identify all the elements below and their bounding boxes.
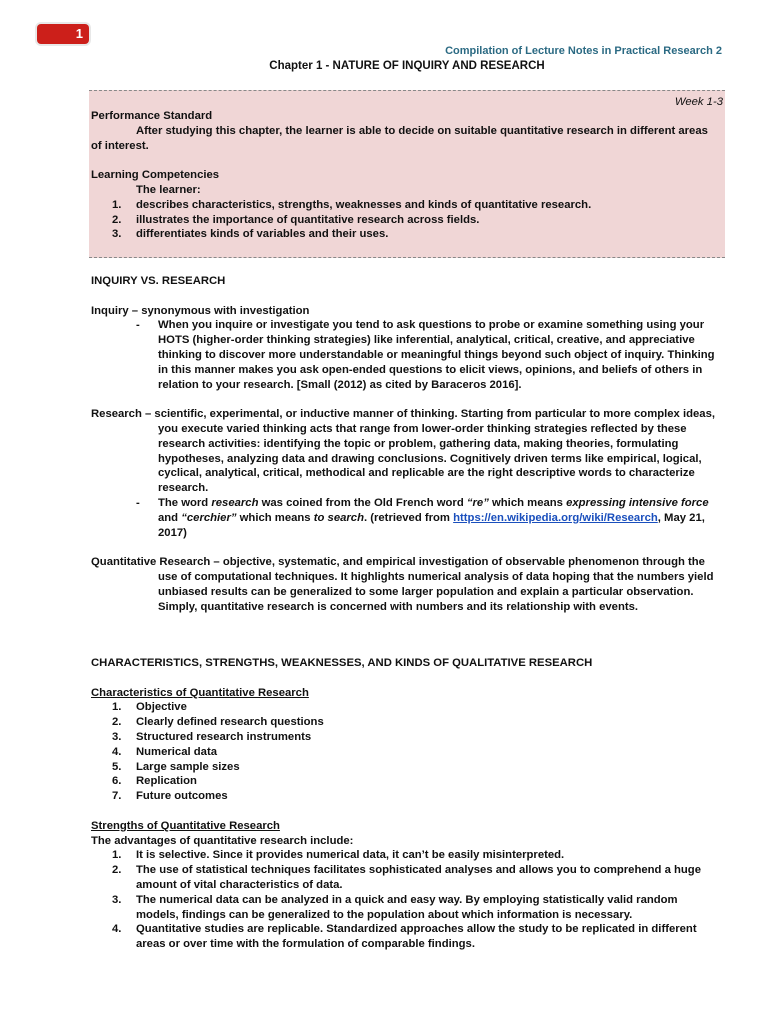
list-item: 5. Large sample sizes (112, 760, 240, 773)
wikipedia-research-link[interactable]: https://en.wikipedia.org/wiki/Research (453, 511, 658, 524)
research-definition: Research – scientific, experimental, or inductive manner of thinking. Starting from particular to more complex ideas, you execute varied thinking acts that range from lower-order thinking strategies reflected by these research activities: identifying the topic or problem, gathering data, making theories, formulating hypotheses, analyzing data and drawing conclusions. Cognitively driven terms like empirical, logical, cyclical, analytical, critical, methodical and replicable are the right descriptive words to characterize research. (91, 408, 716, 495)
performance-standard-text: After studying this chapter, the learner is able to decide on suitable quantitative research in different areas of interest. (91, 124, 708, 152)
list-item: 1. describes characteristics, strengths, weaknesses and kinds of quantitative research. (112, 198, 592, 211)
week-label: Week 1-3 (674, 96, 723, 108)
list-item: 3. The numerical data can be analyzed in a quick and easy way. By employing statistically valid random models, findings can be generalized to the population about which information is necessary. (112, 893, 678, 921)
strengths-intro: The advantages of quantitative research include: (91, 834, 354, 847)
performance-standard-box (89, 90, 725, 258)
strengths-list (91, 848, 721, 952)
list-item: 4. Quantitative studies are replicable. Standardized approaches allow the study to be replicated in different areas or over time with the formulation of comparable findings. (112, 923, 697, 951)
list-item: 3. differentiates kinds of variables and their uses. (112, 228, 389, 241)
list-item: 2. The use of statistical techniques facilitates sophisticated analyses and allows you to comprehend a huge amount of vital characteristics of data. (112, 864, 701, 891)
characteristics-subheading: Characteristics of Quantitative Research (91, 686, 309, 699)
learner-intro: The learner: (136, 183, 201, 196)
competencies-list (91, 198, 719, 242)
quantitative-research-definition: Quantitative Research – objective, systematic, and empirical investigation of observable phenomenon through the use of computational techniques. It highlights numerical analysis of data hoping that the numbers yield unbiased results can be generalized to some larger population and explain a particular observation. Simply, quantitative research is concerned with numbers and its relationship with events. (91, 556, 714, 613)
inquiry-definition: Inquiry – synonymous with investigation (91, 304, 310, 317)
list-item: 3. Structured research instruments (112, 730, 312, 743)
page-number-badge: 1 (37, 24, 89, 44)
list-item: 7. Future outcomes (112, 790, 228, 803)
inquiry-section (91, 274, 721, 614)
list-item: 1. It is selective. Since it provides numerical data, it can’t be easily misinterpreted. (112, 849, 565, 862)
characteristics-heading: CHARACTERISTICS, STRENGTHS, WEAKNESSES, AND KINDS OF QUALITATIVE RESEARCH (91, 657, 593, 669)
learning-competencies-heading: Learning Competencies (91, 169, 220, 182)
inquiry-bullet: - When you inquire or investigate you tend to ask questions to probe or examine something using your HOTS (higher-order thinking strategies) like inferential, analytical, critical, creative, and appreciative thinking to discover more understandable or meaningful things beyond such object of inquiry. Thinking in this manner makes you ask open-ended questions to elicit views, opinions, and beliefs of others in relation to your research. [Small (2012) as cited by Baraceros 2016]. (136, 319, 715, 391)
characteristics-list (91, 700, 721, 804)
characteristics-section (91, 656, 721, 952)
strengths-subheading: Strengths of Quantitative Research (91, 819, 280, 832)
research-bullet: - The word research was coined from the Old French word “re” which means expressing intensive force and “cerchier” which means to search. (retrieved from https://en.wikipedia.org/wiki/Research, May 21, 2017) (136, 496, 709, 539)
list-item: 2. illustrates the importance of quantitative research across fields. (112, 213, 480, 226)
list-item: 4. Numerical data (112, 745, 217, 758)
chapter-title: Chapter 1 - NATURE OF INQUIRY AND RESEARCH (269, 60, 545, 72)
document-title: Compilation of Lecture Notes in Practical Research 2 (445, 45, 722, 57)
list-item: 1. Objective (112, 701, 187, 714)
list-item: 6. Replication (112, 775, 197, 788)
performance-standard-heading: Performance Standard (91, 110, 213, 122)
inquiry-vs-research-heading: INQUIRY VS. RESEARCH (91, 275, 226, 287)
list-item: 2. Clearly defined research questions (112, 716, 324, 729)
